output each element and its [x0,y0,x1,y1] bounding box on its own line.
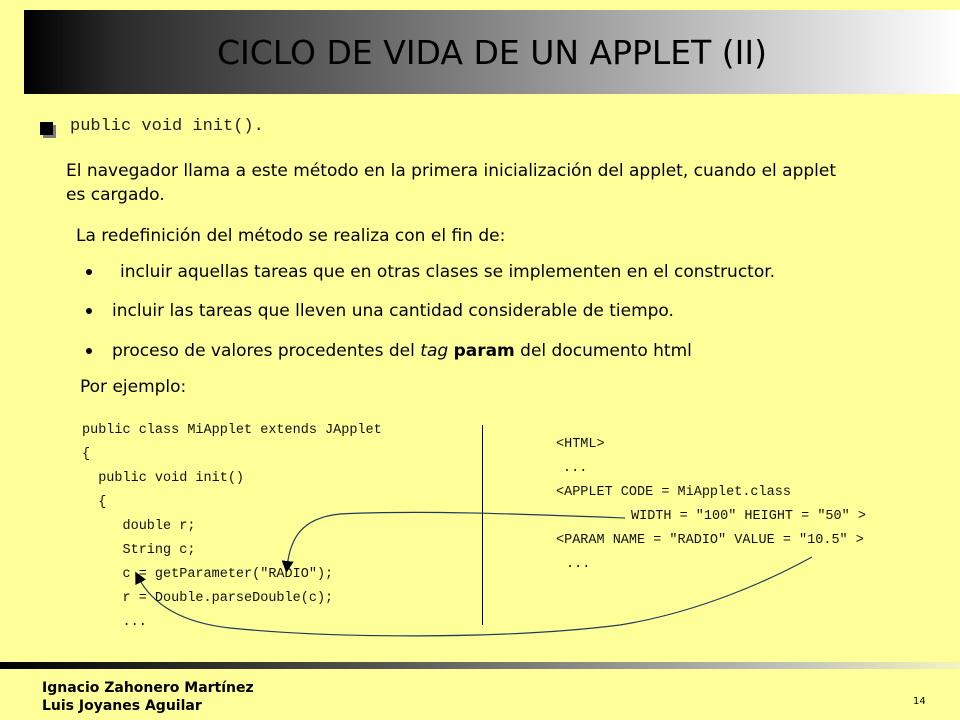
tag-word: tag [420,341,449,361]
java-code-line: double r; [82,519,196,534]
java-code-line: c = getParameter("RADIO"); [82,567,334,582]
bullet-3-text-after: del documento html [514,341,692,361]
bullet-3-text-before: proceso de valores procedentes del [112,341,421,361]
html-code-line: <PARAM NAME = "RADIO" VALUE = "10.5" > [556,533,864,548]
page-number: 14 [913,696,926,707]
slide-title: CICLO DE VIDA DE UN APPLET (II) [217,32,767,72]
description-line-2: es cargado. [66,185,165,205]
html-code-line: <HTML> [556,437,605,452]
method-signature: public void init(). [70,117,264,136]
java-code-line: public class MiApplet extends JApplet [82,423,382,438]
bullet-item-2: incluir las tareas que lleven una cantidad considerable de tiempo. [112,301,674,321]
footer-bar [0,662,960,669]
intro-text: La redefinición del método se realiza con el fin de: [76,226,506,246]
param-word: param [453,341,515,361]
html-code-line: ... [566,557,591,572]
java-code-line: { [82,447,91,462]
example-label: Por ejemplo: [80,377,187,397]
html-code-line: WIDTH = "100" HEIGHT = "50" > [631,509,866,524]
author-1: Ignacio Zahonero Martínez [42,680,254,696]
java-code-line: String c; [82,543,196,558]
description-line-1: El navegador llama a este método en la primera inicialización del applet, cuando el applet [66,161,836,181]
java-code-line: ... [82,615,147,630]
java-code-line: public void init() [82,471,245,486]
html-code-line: ... [563,461,588,476]
java-code-line: r = Double.parseDouble(c); [82,591,334,606]
java-code-line: { [82,495,107,510]
author-2: Luis Joyanes Aguilar [42,698,202,714]
html-code-line: <APPLET CODE = MiApplet.class [556,485,791,500]
bullet-item-1: incluir aquellas tareas que en otras clases se implementen en el constructor. [120,262,776,282]
